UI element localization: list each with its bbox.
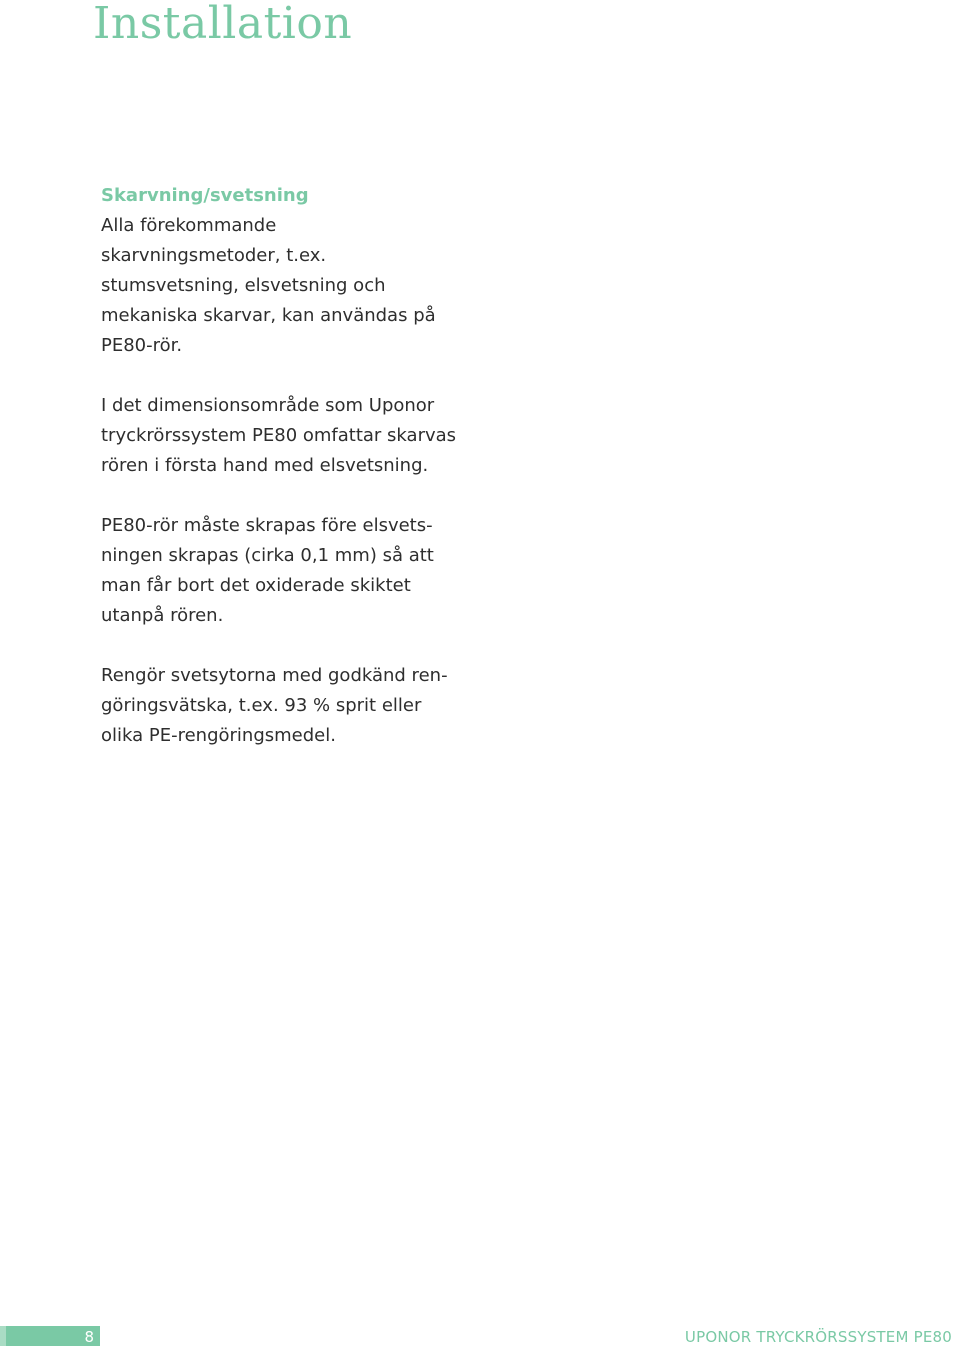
footer-bar-edge xyxy=(0,1326,6,1346)
paragraph-3: PE80-rör måste skrapas före elsvetsningen skrapas (cirka 0,1 mm) så att man får bort det oxiderade skiktet utanpå rören. xyxy=(101,515,434,626)
page-number: 8 xyxy=(84,1328,94,1346)
paragraph-1: Alla förekommande skarvningsmetoder, t.ex. stumsvetsning, elsvetsning och mekaniska skarvar, kan användas på PE80-rör. xyxy=(101,215,436,356)
content-column xyxy=(101,181,461,781)
footer-brand: UPONOR TRYCKRÖRSSYSTEM PE80 xyxy=(684,1328,952,1346)
paragraph-4: Rengör svetsytorna med godkänd rengöringsvätska, t.ex. 93 % sprit eller olika PE-rengöringsmedel. xyxy=(101,665,448,746)
page-title: Installation xyxy=(93,0,353,49)
section-heading: Skarvning/svetsning xyxy=(101,185,309,206)
paragraph-2: I det dimensionsområde som Uponor tryckrörssystem PE80 omfattar skarvas rören i första hand med elsvetsning. xyxy=(101,395,457,476)
